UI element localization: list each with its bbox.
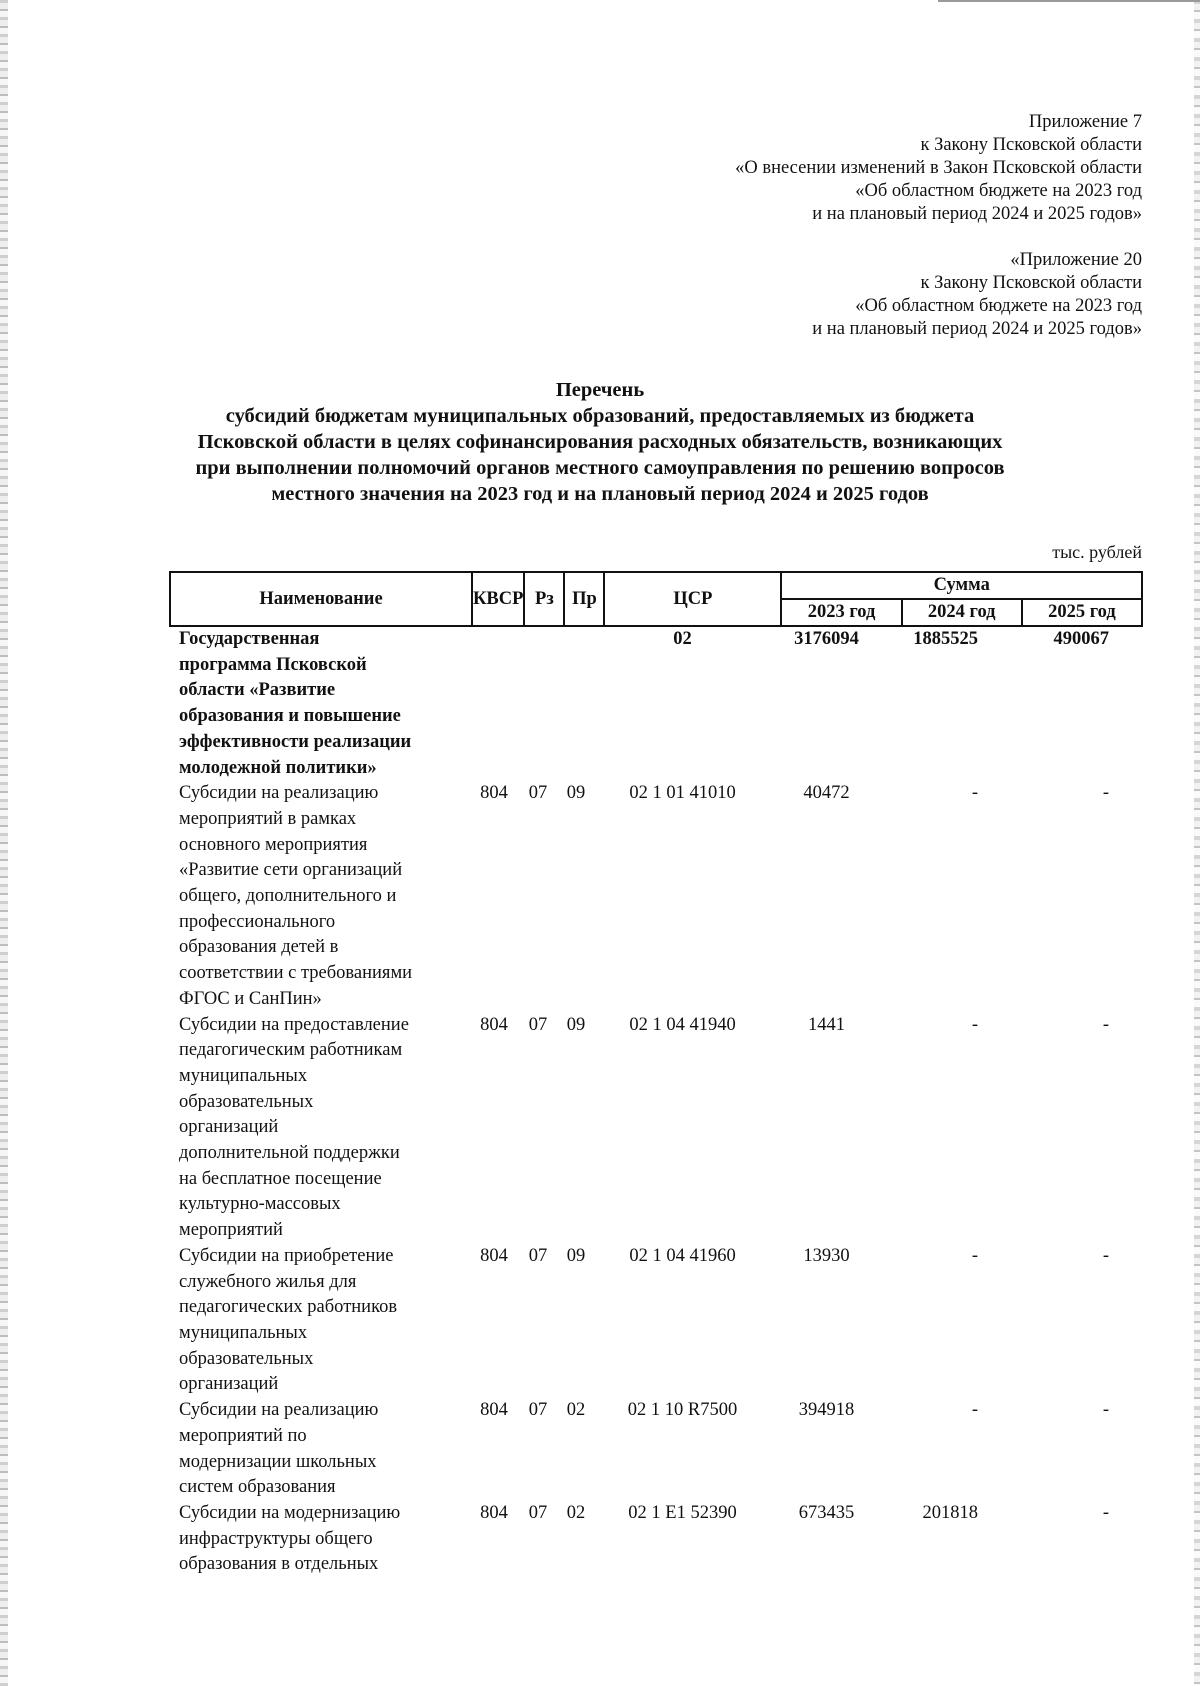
row-name-line: эффективности реализации — [179, 731, 412, 752]
header-year-2023: 2023 год — [781, 599, 901, 626]
row-name-line: молодежной политики» — [179, 757, 377, 778]
row-name-line: Субсидии на модернизацию — [179, 1502, 401, 1523]
row-name-line: служебного жилья для — [179, 1271, 357, 1292]
row-name — [179, 1501, 469, 1578]
row-kvsr: 804 — [480, 783, 508, 804]
row-name — [179, 1013, 469, 1244]
row-amount-2024: 1885525 — [913, 629, 978, 649]
row-amount-2024: - — [971, 1245, 978, 1266]
row-name-line: педагогических работников — [179, 1297, 398, 1318]
row-csr: 02 1 10 R7500 — [627, 1400, 738, 1421]
header-line: «О внесении изменений в Закон Псковской области — [735, 158, 1142, 178]
row-name-line: мероприятий по — [179, 1425, 307, 1446]
row-amount-2023: 3176094 — [794, 629, 859, 649]
row-name-line: образования в отдельных — [179, 1554, 379, 1575]
document-title — [140, 377, 1060, 507]
row-name-line: дополнительной поддержки — [179, 1143, 400, 1164]
row-kvsr: 804 — [480, 1502, 508, 1523]
row-name-line: культурно-массовых — [179, 1194, 341, 1215]
row-pr: 02 — [566, 1502, 586, 1523]
table-row — [179, 1501, 1143, 1578]
row-rz: 07 — [528, 1014, 548, 1035]
row-name-line: образовательных — [179, 1348, 314, 1369]
units-label: тыс. рублей — [1052, 542, 1142, 562]
row-name-line: программа Псковской — [179, 654, 367, 675]
row-pr — [557, 627, 595, 781]
table-header — [169, 571, 1143, 627]
row-name-line: муниципальных — [179, 1065, 308, 1086]
scan-edge-top — [938, 0, 1200, 2]
row-name-line: Субсидии на реализацию — [179, 1400, 379, 1421]
row-name-line: образовательных — [179, 1091, 314, 1112]
row-pr: 09 — [566, 1245, 586, 1266]
row-name-line: ФГОС и СанПин» — [179, 988, 322, 1009]
row-amount-2024: - — [971, 1400, 978, 1421]
title-line: Псковской области в целях софинансирования расходных обязательств, возникающих — [197, 431, 1003, 453]
row-amount-2023: 394918 — [798, 1400, 855, 1421]
row-pr: 09 — [566, 1014, 586, 1035]
row-name-line: образования и повышение — [179, 706, 401, 727]
row-amount-2025: - — [1102, 783, 1109, 804]
row-name-line: муниципальных — [179, 1322, 308, 1343]
row-amount-2023: 1441 — [808, 1014, 845, 1035]
row-name-line: соответствии с требованиями — [179, 963, 413, 984]
title-line: при выполнении полномочий органов местного самоуправления по решению вопросов — [195, 457, 1005, 479]
table-row — [179, 781, 1143, 1012]
row-kvsr: 804 — [480, 1245, 508, 1266]
header-line: «Об областном бюджете на 2023 год — [855, 296, 1142, 316]
row-csr: 02 1 01 41010 — [629, 783, 736, 804]
row-pr: 02 — [566, 1400, 586, 1421]
table-row — [179, 1398, 1143, 1501]
row-name-line: организаций — [179, 1117, 279, 1138]
row-name-line: области «Развитие — [179, 680, 336, 701]
row-name-line: систем образования — [179, 1477, 336, 1498]
row-amount-2023: 13930 — [803, 1245, 850, 1266]
row-rz — [519, 627, 557, 781]
row-amount-2025: 490067 — [1053, 629, 1109, 649]
header-csr: ЦСР — [604, 572, 781, 626]
row-amount-2023: 40472 — [803, 783, 850, 804]
row-name-line: мероприятий — [179, 1220, 283, 1241]
row-name-line: педагогическим работникам — [179, 1040, 403, 1061]
row-csr: 02 1 04 41960 — [629, 1245, 736, 1266]
row-name-line: на бесплатное посещение — [179, 1168, 382, 1189]
row-name-line: «Развитие сети организаций — [179, 860, 403, 881]
table-row — [179, 627, 1143, 781]
row-amount-2025: - — [1102, 1014, 1109, 1035]
appendix-header — [735, 111, 1142, 341]
row-name — [179, 1244, 469, 1398]
row-csr: 02 1 E1 52390 — [628, 1502, 737, 1523]
header-line: «Приложение 20 — [1010, 250, 1142, 270]
header-line: к Закону Псковской области — [920, 135, 1142, 155]
header-line: Приложение 7 — [1028, 112, 1142, 132]
row-rz: 07 — [528, 1502, 548, 1523]
row-name-line: мероприятий в рамках — [179, 808, 357, 829]
row-name-line: Государственная — [179, 629, 320, 649]
header-line: к Закону Псковской области — [920, 273, 1142, 293]
header-pr: Пр — [564, 572, 604, 626]
header-line: «Об областном бюджете на 2023 год — [855, 181, 1142, 201]
row-amount-2025: - — [1102, 1400, 1109, 1421]
row-name-line: общего, дополнительного и — [179, 886, 397, 907]
header-sum: Сумма — [781, 572, 1142, 599]
row-amount-2024: - — [971, 783, 978, 804]
table-row — [179, 1013, 1143, 1244]
row-csr: 02 1 04 41940 — [629, 1014, 736, 1035]
scan-edge-right — [1194, 0, 1200, 1686]
header-rz: Рз — [524, 572, 564, 626]
row-kvsr: 804 — [480, 1014, 508, 1035]
row-name-line: Субсидии на приобретение — [179, 1245, 394, 1266]
header-year-2025: 2025 год — [1022, 599, 1142, 626]
row-rz: 07 — [528, 783, 548, 804]
row-name — [179, 627, 469, 781]
row-pr: 09 — [566, 783, 586, 804]
table-row — [179, 1244, 1143, 1398]
row-name-line: образования детей в — [179, 937, 339, 958]
row-name-line: основного мероприятия — [179, 834, 368, 855]
title-line: местного значения на 2023 год и на плановый период 2024 и 2025 годов — [271, 483, 929, 505]
row-name-line: Субсидии на предоставление — [179, 1014, 409, 1035]
row-amount-2024: 201818 — [922, 1502, 978, 1523]
row-name-line: профессионального — [179, 911, 336, 932]
row-name-line: инфраструктуры общего — [179, 1528, 373, 1549]
row-name-line: модернизации школьных — [179, 1451, 377, 1472]
row-name-line: Субсидии на реализацию — [179, 783, 379, 804]
scan-edge-left — [0, 0, 8, 1686]
row-csr: 02 — [673, 629, 692, 649]
header-year-2024: 2024 год — [902, 599, 1022, 626]
header-name: Наименование — [170, 572, 472, 626]
title-line: субсидий бюджетам муниципальных образований, предоставляемых из бюджета — [225, 405, 975, 427]
title-line: Перечень — [555, 379, 645, 401]
row-name — [179, 781, 469, 1012]
appendix-block-2 — [735, 249, 1142, 341]
row-kvsr — [469, 627, 519, 781]
header-line: и на плановый период 2024 и 2025 годов» — [812, 319, 1142, 339]
row-kvsr: 804 — [480, 1400, 508, 1421]
row-amount-2023: 673435 — [798, 1502, 855, 1523]
row-amount-2025: - — [1102, 1245, 1109, 1266]
row-amount-2025: - — [1102, 1502, 1109, 1523]
header-line: и на плановый период 2024 и 2025 годов» — [812, 204, 1142, 224]
row-rz: 07 — [528, 1245, 548, 1266]
row-amount-2024: - — [971, 1014, 978, 1035]
row-rz: 07 — [528, 1400, 548, 1421]
row-name-line: организаций — [179, 1374, 279, 1395]
row-name — [179, 1398, 469, 1501]
table-body — [179, 627, 1143, 1578]
appendix-block-1 — [735, 111, 1142, 226]
header-kvsr: КВСР — [472, 572, 524, 626]
